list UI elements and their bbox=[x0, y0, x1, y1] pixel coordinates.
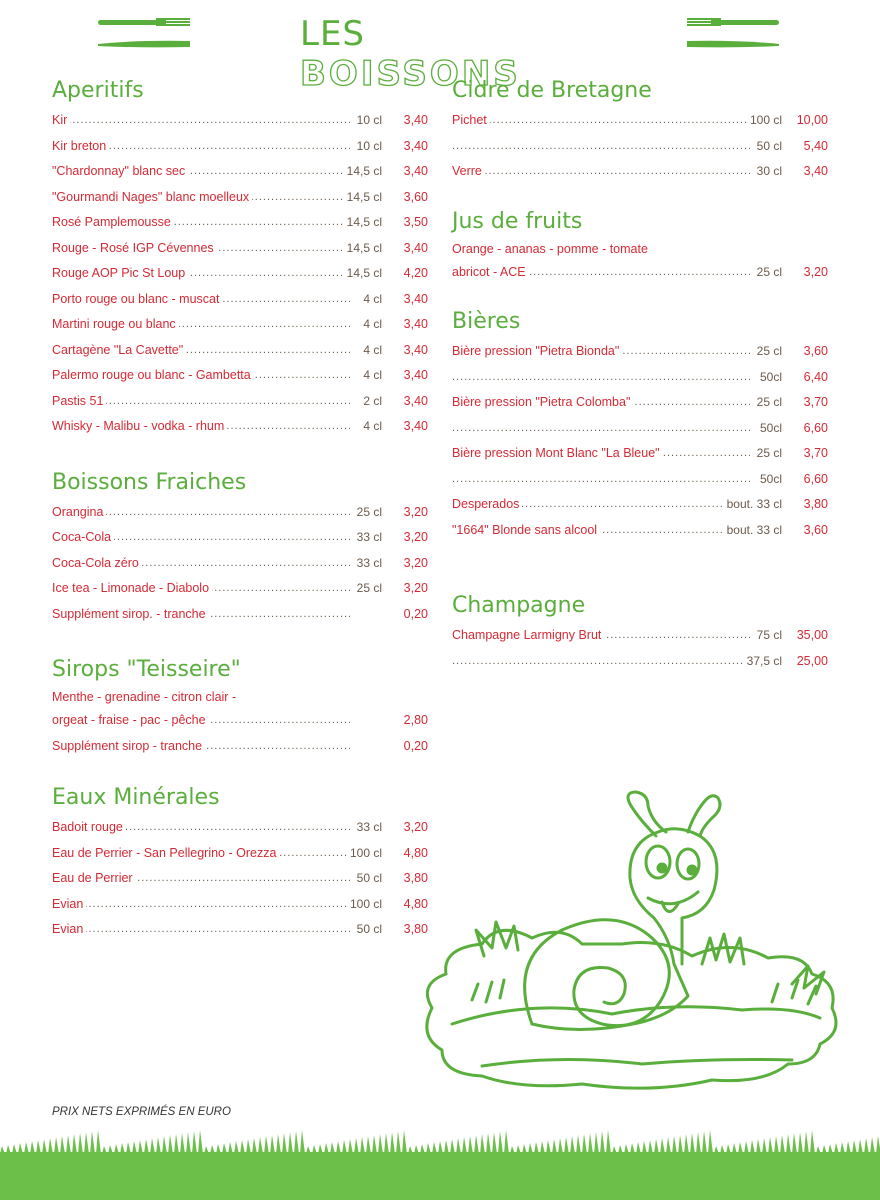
champagne-title: Champagne bbox=[452, 593, 586, 618]
item-price: 3,20 bbox=[803, 264, 828, 279]
item-name: Badoit rouge bbox=[52, 815, 126, 841]
sirops-section bbox=[52, 653, 428, 759]
item-volume: 25 cl bbox=[754, 390, 782, 416]
item-price: 3,70 bbox=[803, 446, 828, 460]
item-name: Coca-Cola zéro bbox=[52, 551, 142, 577]
item-volume: 25 cl bbox=[754, 441, 782, 467]
menu-item bbox=[52, 134, 428, 160]
item-volume: 100 cl bbox=[347, 892, 382, 918]
item-volume: 33 cl bbox=[354, 551, 382, 577]
menu-item bbox=[52, 602, 428, 628]
item-volume: 14,5 cl bbox=[344, 261, 382, 287]
item-name: abricot - ACE bbox=[452, 260, 529, 286]
menu-item bbox=[52, 500, 428, 526]
item-volume: 2 cl bbox=[360, 389, 382, 415]
menu-item bbox=[452, 339, 828, 365]
sirops-title: Sirops "Teisseire" bbox=[52, 657, 241, 682]
item-name: Eau de Perrier - San Pellegrino - Orezza bbox=[52, 841, 279, 867]
item-name: "Gourmandi Nages" blanc moelleux bbox=[52, 185, 252, 211]
sirops-first-line: Menthe - grenadine - citron clair - bbox=[52, 690, 237, 704]
item-price: 3,40 bbox=[403, 368, 428, 382]
menu-item bbox=[52, 525, 428, 551]
champagne-section bbox=[452, 589, 828, 674]
item-volume: 33 cl bbox=[354, 815, 382, 841]
dot-leader bbox=[452, 159, 750, 185]
left-column bbox=[52, 74, 428, 943]
menu-item bbox=[452, 108, 828, 134]
item-volume: 25 cl bbox=[354, 500, 382, 526]
jus-de-fruits-first-line: Orange - ananas - pomme - tomate bbox=[452, 241, 648, 256]
item-price: 3,70 bbox=[803, 395, 828, 409]
item-name: Martini rouge ou blanc bbox=[52, 312, 179, 338]
item-name: Verre bbox=[452, 159, 485, 185]
menu-item bbox=[452, 623, 828, 649]
item-volume: 100 cl bbox=[347, 841, 382, 867]
item-volume: 100 cl bbox=[747, 108, 782, 134]
item-price: 3,40 bbox=[403, 317, 428, 331]
item-volume: 50cl bbox=[757, 467, 782, 493]
bieres-title: Bières bbox=[452, 309, 521, 334]
item-name: Eau de Perrier bbox=[52, 866, 136, 892]
eaux-minerales-title: Eaux Minérales bbox=[52, 785, 220, 810]
cidre-section bbox=[452, 74, 828, 185]
menu-item bbox=[452, 416, 828, 442]
item-price: 3,80 bbox=[803, 497, 828, 511]
menu-item bbox=[452, 467, 828, 493]
item-price: 3,40 bbox=[403, 291, 428, 306]
menu-item bbox=[452, 365, 828, 391]
item-volume: 33 cl bbox=[354, 525, 382, 551]
jus-de-fruits-section bbox=[452, 205, 828, 286]
menu-item bbox=[52, 312, 428, 338]
dot-leader bbox=[452, 416, 750, 442]
menu-item bbox=[52, 185, 428, 211]
item-name: Cartagène "La Cavette" bbox=[52, 338, 186, 364]
item-name: Rosé Pamplemousse bbox=[52, 210, 174, 236]
item-volume: 14,5 cl bbox=[344, 159, 382, 185]
item-price: 3,40 bbox=[403, 138, 428, 153]
item-volume: 75 cl bbox=[754, 623, 782, 649]
item-price: 6,60 bbox=[803, 471, 828, 486]
menu-item bbox=[52, 159, 428, 185]
item-price: 3,20 bbox=[403, 820, 428, 834]
item-volume: 4 cl bbox=[360, 414, 382, 440]
item-name: Whisky - Malibu - vodka - rhum bbox=[52, 414, 227, 440]
item-name: "1664" Blonde sans alcool bbox=[452, 518, 600, 544]
menu-item bbox=[52, 363, 428, 389]
cutlery-icon bbox=[685, 14, 781, 54]
item-price: 10,00 bbox=[796, 113, 828, 127]
item-price: 4,80 bbox=[403, 845, 428, 860]
item-name: Bière pression "Pietra Bionda" bbox=[452, 339, 622, 365]
item-name: Ice tea - Limonade - Diabolo bbox=[52, 576, 212, 602]
menu-item bbox=[52, 551, 428, 577]
menu-item bbox=[52, 892, 428, 918]
item-volume: 30 cl bbox=[754, 159, 782, 185]
item-name: Porto rouge ou blanc - muscat bbox=[52, 287, 222, 313]
item-name: Rouge - Rosé IGP Cévennes bbox=[52, 236, 217, 262]
item-price: 0,20 bbox=[403, 606, 428, 621]
item-price: 4,20 bbox=[403, 266, 428, 280]
dot-leader bbox=[452, 467, 750, 493]
menu-item bbox=[52, 287, 428, 313]
item-price: 6,60 bbox=[803, 420, 828, 435]
item-price: 3,40 bbox=[403, 240, 428, 255]
menu-item bbox=[452, 441, 828, 467]
menu-item bbox=[52, 815, 428, 841]
item-price: 3,40 bbox=[403, 342, 428, 357]
menu-item bbox=[452, 649, 828, 675]
menu-item bbox=[52, 414, 428, 440]
menu-item bbox=[452, 134, 828, 160]
menu-item bbox=[452, 260, 828, 286]
dot-leader bbox=[52, 917, 350, 943]
footer-note: PRIX NETS EXPRIMÉS EN EURO bbox=[52, 1106, 231, 1118]
item-volume: 25 cl bbox=[354, 576, 382, 602]
item-price: 3,20 bbox=[403, 555, 428, 570]
item-price: 3,60 bbox=[403, 189, 428, 204]
title-boissons: BOISSONS bbox=[300, 54, 521, 94]
menu-item bbox=[52, 108, 428, 134]
item-price: 0,20 bbox=[403, 738, 428, 753]
item-volume: 25 cl bbox=[754, 339, 782, 365]
menu-item bbox=[52, 338, 428, 364]
item-name: Supplément sirop. - tranche bbox=[52, 602, 209, 628]
item-price: 3,20 bbox=[403, 504, 428, 519]
item-name: Evian bbox=[52, 892, 86, 918]
item-volume: 4 cl bbox=[360, 363, 382, 389]
item-price: 5,40 bbox=[803, 138, 828, 153]
item-price: 3,40 bbox=[403, 113, 428, 127]
menu-item bbox=[452, 390, 828, 416]
item-price: 3,60 bbox=[803, 344, 828, 358]
item-price: 6,40 bbox=[803, 369, 828, 384]
item-price: 4,80 bbox=[403, 896, 428, 911]
item-volume: 50 cl bbox=[754, 134, 782, 160]
item-volume: 50cl bbox=[757, 416, 782, 442]
item-price: 3,20 bbox=[403, 581, 428, 595]
jus-de-fruits-title: Jus de fruits bbox=[452, 208, 583, 234]
item-volume: 14,5 cl bbox=[344, 210, 382, 236]
cidre-title: Cidre de Bretagne bbox=[452, 78, 652, 103]
item-volume: 4 cl bbox=[360, 312, 382, 338]
item-name: Coca-Cola bbox=[52, 525, 114, 551]
item-price: 3,40 bbox=[403, 164, 428, 178]
item-volume: bout. 33 cl bbox=[724, 518, 782, 544]
menu-item bbox=[52, 210, 428, 236]
item-volume: bout. 33 cl bbox=[724, 492, 782, 518]
dot-leader bbox=[452, 649, 750, 675]
item-name: Bière pression Mont Blanc "La Bleue" bbox=[452, 441, 663, 467]
right-column bbox=[452, 74, 828, 674]
menu-item bbox=[52, 236, 428, 262]
item-name: Kir bbox=[52, 108, 70, 134]
boissons-fraiches-title: Boissons Fraiches bbox=[52, 469, 247, 495]
item-price: 3,80 bbox=[403, 922, 428, 936]
item-price: 3,60 bbox=[803, 522, 828, 537]
menu-item bbox=[452, 159, 828, 185]
menu-item bbox=[52, 841, 428, 867]
item-volume: 25 cl bbox=[754, 260, 782, 286]
item-name: orgeat - fraise - pac - pêche bbox=[52, 708, 209, 734]
menu-item bbox=[52, 389, 428, 415]
item-price: 3,20 bbox=[403, 530, 428, 544]
dot-leader bbox=[52, 108, 350, 134]
item-volume: 4 cl bbox=[360, 287, 382, 313]
menu-item bbox=[52, 917, 428, 943]
bieres-section bbox=[452, 305, 828, 543]
item-name: Orangina bbox=[52, 500, 106, 526]
menu-item bbox=[52, 261, 428, 287]
aperitifs-title: Aperitifs bbox=[52, 78, 144, 103]
boissons-fraiches-section bbox=[52, 466, 428, 628]
dot-leader bbox=[452, 365, 750, 391]
item-price: 2,80 bbox=[403, 713, 428, 727]
item-name: Bière pression "Pietra Colomba" bbox=[452, 390, 633, 416]
menu-item bbox=[452, 492, 828, 518]
item-name: Evian bbox=[52, 917, 86, 943]
item-name: Rouge AOP Pic St Loup bbox=[52, 261, 188, 287]
menu-item bbox=[52, 734, 428, 760]
item-price: 3,40 bbox=[803, 164, 828, 178]
item-volume: 14,5 cl bbox=[344, 185, 382, 211]
item-price: 25,00 bbox=[796, 653, 828, 668]
dot-leader bbox=[52, 892, 350, 918]
item-price: 3,50 bbox=[403, 215, 428, 229]
item-name: Desperados bbox=[452, 492, 522, 518]
title-les: LES bbox=[300, 14, 366, 54]
item-volume: 37,5 cl bbox=[744, 649, 782, 675]
eaux-minerales-section bbox=[52, 781, 428, 943]
item-price: 35,00 bbox=[796, 628, 828, 642]
item-price: 3,80 bbox=[403, 871, 428, 885]
item-price: 3,40 bbox=[403, 393, 428, 408]
menu-item bbox=[52, 866, 428, 892]
item-volume: 50 cl bbox=[354, 917, 382, 943]
dot-leader bbox=[452, 134, 750, 160]
item-volume: 50 cl bbox=[354, 866, 382, 892]
item-volume: 10 cl bbox=[354, 134, 382, 160]
aperitifs-section bbox=[52, 74, 428, 440]
menu-item bbox=[452, 518, 828, 544]
cutlery-icon bbox=[96, 14, 192, 54]
menu-item bbox=[52, 708, 428, 734]
item-name: Supplément sirop - tranche bbox=[52, 734, 205, 760]
snail-illustration bbox=[412, 788, 860, 1110]
item-volume: 50cl bbox=[757, 365, 782, 391]
item-name: Pichet bbox=[452, 108, 490, 134]
item-name: Pastis 51 bbox=[52, 389, 106, 415]
item-name: Palermo rouge ou blanc - Gambetta bbox=[52, 363, 254, 389]
item-volume: 10 cl bbox=[354, 108, 382, 134]
item-name: Champagne Larmigny Brut bbox=[452, 623, 604, 649]
item-price: 3,40 bbox=[403, 419, 428, 433]
item-name: "Chardonnay" blanc sec bbox=[52, 159, 188, 185]
item-volume: 4 cl bbox=[360, 338, 382, 364]
grass-border bbox=[0, 1130, 880, 1200]
item-volume: 14,5 cl bbox=[344, 236, 382, 262]
dot-leader bbox=[452, 108, 750, 134]
item-name: Kir breton bbox=[52, 134, 109, 160]
menu-item bbox=[52, 576, 428, 602]
